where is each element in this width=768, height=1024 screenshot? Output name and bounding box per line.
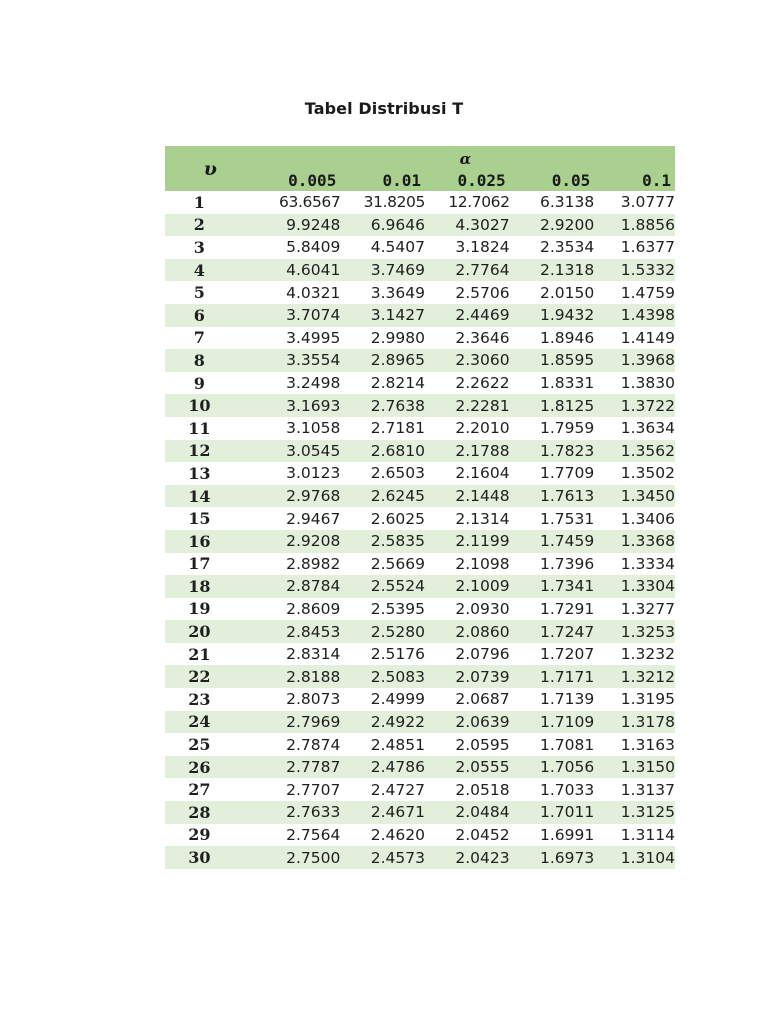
- table-row: [165, 394, 675, 417]
- df-cell: 6: [165, 304, 256, 327]
- df-cell: 22: [165, 665, 256, 688]
- critical-value-cell: 2.0555: [425, 756, 510, 779]
- df-cell: 1: [193, 192, 205, 212]
- df-cell: 4: [165, 259, 256, 282]
- table-row: [165, 778, 675, 801]
- critical-value-cell: 2.8314: [286, 645, 341, 664]
- critical-value-cell: 2.5706: [455, 283, 510, 302]
- alpha-level-header: 0.05: [510, 168, 595, 191]
- critical-value-cell: 1.9432: [510, 304, 595, 327]
- critical-value-cell: 1.3212: [594, 665, 675, 688]
- critical-value-cell: 2.0860: [425, 620, 510, 643]
- critical-value-cell: 2.4671: [340, 801, 425, 824]
- table-row: [165, 327, 675, 350]
- critical-value-cell: 12.7062: [448, 193, 510, 212]
- critical-value-cell: 2.7969: [256, 711, 341, 734]
- critical-value-cell: 1.3253: [594, 620, 675, 643]
- critical-value-cell: 2.9467: [286, 509, 341, 528]
- critical-value-cell: 2.9208: [256, 530, 341, 553]
- page-title: Tabel Distribusi T: [304, 99, 464, 118]
- critical-value-cell: 2.9980: [370, 328, 425, 347]
- df-cell: 5: [193, 283, 205, 303]
- critical-value-cell: 3.0545: [256, 440, 341, 463]
- alpha-level-header: 0.01: [340, 168, 425, 191]
- table-row: [165, 711, 675, 734]
- df-cell: 30: [165, 846, 256, 869]
- critical-value-cell: 2.4573: [340, 846, 425, 869]
- critical-value-cell: 4.0321: [286, 283, 341, 302]
- critical-value-cell: 3.0777: [620, 193, 675, 212]
- critical-value-cell: 3.1693: [256, 394, 341, 417]
- df-cell: 17: [188, 554, 211, 574]
- critical-value-cell: 3.1058: [286, 419, 341, 438]
- critical-value-cell: 2.5280: [340, 620, 425, 643]
- critical-value-cell: 1.3450: [594, 485, 675, 508]
- critical-value-cell: 1.6973: [510, 846, 595, 869]
- critical-value-cell: 1.3114: [620, 825, 675, 844]
- table-row: [165, 214, 675, 237]
- critical-value-cell: 1.8856: [594, 214, 675, 237]
- critical-value-cell: 2.8609: [286, 599, 341, 618]
- critical-value-cell: 1.3163: [620, 735, 675, 754]
- table-row: [165, 733, 675, 756]
- critical-value-cell: 1.8946: [540, 328, 595, 347]
- critical-value-cell: 1.3104: [594, 846, 675, 869]
- critical-value-cell: 1.3368: [594, 530, 675, 553]
- table-row: [165, 485, 675, 508]
- critical-value-cell: 1.3232: [620, 645, 675, 664]
- critical-value-cell: 1.3277: [620, 599, 675, 618]
- critical-value-cell: 2.0739: [425, 665, 510, 688]
- critical-value-cell: 2.5395: [370, 599, 425, 618]
- critical-value-cell: 2.1009: [425, 575, 510, 598]
- critical-value-cell: 2.2010: [455, 419, 510, 438]
- critical-value-cell: 3.3649: [370, 283, 425, 302]
- critical-value-cell: 2.7874: [286, 735, 341, 754]
- critical-value-cell: 3.1427: [340, 304, 425, 327]
- critical-value-cell: 3.3554: [256, 349, 341, 372]
- critical-value-cell: 2.0930: [455, 599, 510, 618]
- table-row: [165, 372, 675, 395]
- critical-value-cell: 1.3634: [620, 419, 675, 438]
- critical-value-cell: 1.7396: [540, 554, 595, 573]
- critical-value-cell: 1.3137: [620, 780, 675, 799]
- table-row: [165, 530, 675, 553]
- table-row: [165, 462, 675, 485]
- critical-value-cell: 2.4922: [340, 711, 425, 734]
- critical-value-cell: 6.3138: [540, 193, 595, 212]
- critical-value-cell: 2.7707: [286, 780, 341, 799]
- critical-value-cell: 1.7291: [540, 599, 595, 618]
- critical-value-cell: 2.3060: [425, 349, 510, 372]
- table-row: [165, 824, 675, 847]
- critical-value-cell: 2.4786: [340, 756, 425, 779]
- df-cell: 20: [165, 620, 256, 643]
- critical-value-cell: 1.7171: [510, 665, 595, 688]
- critical-value-cell: 4.6041: [256, 259, 341, 282]
- critical-value-cell: 2.0595: [455, 735, 510, 754]
- critical-value-cell: 9.9248: [256, 214, 341, 237]
- critical-value-cell: 1.7531: [540, 509, 595, 528]
- critical-value-cell: 1.3406: [620, 509, 675, 528]
- table-row: [165, 598, 675, 621]
- critical-value-cell: 1.7109: [510, 711, 595, 734]
- critical-value-cell: 1.3334: [620, 554, 675, 573]
- critical-value-cell: 2.0452: [455, 825, 510, 844]
- df-cell: 9: [193, 373, 205, 393]
- critical-value-cell: 3.1824: [455, 238, 510, 257]
- alpha-level-header: 0.005: [256, 168, 341, 191]
- critical-value-cell: 3.7469: [340, 259, 425, 282]
- critical-value-cell: 3.4995: [286, 328, 341, 347]
- critical-value-cell: 2.3646: [455, 328, 510, 347]
- critical-value-cell: 1.6991: [540, 825, 595, 844]
- critical-value-cell: 4.5407: [370, 238, 425, 257]
- table-row: [165, 688, 675, 711]
- critical-value-cell: 1.3304: [594, 575, 675, 598]
- critical-value-cell: 2.1314: [455, 509, 510, 528]
- critical-value-cell: 2.8188: [256, 665, 341, 688]
- critical-value-cell: 2.1448: [425, 485, 510, 508]
- critical-value-cell: 2.1604: [455, 464, 510, 483]
- critical-value-cell: 2.0484: [425, 801, 510, 824]
- critical-value-cell: 2.5835: [340, 530, 425, 553]
- critical-value-cell: 1.7709: [540, 464, 595, 483]
- table-row: [165, 553, 675, 576]
- critical-value-cell: 2.9200: [510, 214, 595, 237]
- df-cell: 29: [188, 825, 211, 845]
- df-cell: 8: [165, 349, 256, 372]
- df-cell: 25: [188, 735, 211, 755]
- df-cell: 7: [193, 328, 205, 348]
- critical-value-cell: 2.4727: [370, 780, 425, 799]
- critical-value-cell: 1.4759: [620, 283, 675, 302]
- df-cell: 12: [165, 440, 256, 463]
- critical-value-cell: 1.4149: [620, 328, 675, 347]
- critical-value-cell: 4.3027: [425, 214, 510, 237]
- critical-value-cell: 2.0423: [425, 846, 510, 869]
- table-row: [165, 575, 675, 598]
- df-cell: 18: [165, 575, 256, 598]
- critical-value-cell: 1.4398: [594, 304, 675, 327]
- critical-value-cell: 2.7633: [256, 801, 341, 824]
- alpha-level-header: 0.1: [594, 168, 675, 191]
- critical-value-cell: 1.7823: [510, 440, 595, 463]
- critical-value-cell: 1.7081: [540, 735, 595, 754]
- critical-value-cell: 2.7787: [256, 756, 341, 779]
- table-header: [165, 146, 675, 191]
- critical-value-cell: 1.8331: [540, 374, 595, 393]
- df-cell: 10: [165, 394, 256, 417]
- critical-value-cell: 2.0518: [455, 780, 510, 799]
- critical-value-cell: 1.7139: [540, 690, 595, 709]
- table-row: [165, 191, 675, 214]
- critical-value-cell: 2.7181: [370, 419, 425, 438]
- degrees-of-freedom-header: υ: [165, 146, 256, 191]
- critical-value-cell: 2.7500: [256, 846, 341, 869]
- critical-value-cell: 63.6567: [279, 193, 341, 212]
- df-cell: 2: [165, 214, 256, 237]
- df-cell: 19: [188, 599, 211, 619]
- df-cell: 3: [193, 237, 205, 257]
- critical-value-cell: 2.5083: [340, 665, 425, 688]
- critical-value-cell: 2.1098: [455, 554, 510, 573]
- critical-value-cell: 1.3150: [594, 756, 675, 779]
- critical-value-cell: 2.2281: [425, 394, 510, 417]
- critical-value-cell: 1.3562: [594, 440, 675, 463]
- critical-value-cell: 1.3125: [594, 801, 675, 824]
- table-row: [165, 304, 675, 327]
- df-cell: 24: [165, 711, 256, 734]
- table-row: [165, 756, 675, 779]
- table-row: [165, 801, 675, 824]
- table-row: [165, 349, 675, 372]
- critical-value-cell: 5.8409: [286, 238, 341, 257]
- df-cell: 21: [188, 644, 211, 664]
- df-cell: 27: [188, 780, 211, 800]
- critical-value-cell: 2.0639: [425, 711, 510, 734]
- df-cell: 11: [188, 418, 211, 438]
- table-row: [165, 846, 675, 869]
- critical-value-cell: 2.6245: [340, 485, 425, 508]
- df-cell: 26: [165, 756, 256, 779]
- critical-value-cell: 2.8073: [286, 690, 341, 709]
- df-cell: 28: [165, 801, 256, 824]
- critical-value-cell: 6.9646: [340, 214, 425, 237]
- table-row: [165, 665, 675, 688]
- critical-value-cell: 2.0796: [455, 645, 510, 664]
- critical-value-cell: 2.8453: [256, 620, 341, 643]
- critical-value-cell: 1.7207: [540, 645, 595, 664]
- t-distribution-table: [165, 146, 675, 869]
- critical-value-cell: 2.8965: [340, 349, 425, 372]
- critical-value-cell: 2.5669: [370, 554, 425, 573]
- df-cell: 14: [165, 485, 256, 508]
- table-row: [165, 417, 675, 440]
- table-row: [165, 259, 675, 282]
- critical-value-cell: 1.7341: [510, 575, 595, 598]
- critical-value-cell: 1.8595: [510, 349, 595, 372]
- critical-value-cell: 1.8125: [510, 394, 595, 417]
- critical-value-cell: 2.3534: [540, 238, 595, 257]
- critical-value-cell: 2.1199: [425, 530, 510, 553]
- critical-value-cell: 2.4469: [425, 304, 510, 327]
- table-row: [165, 281, 675, 304]
- critical-value-cell: 2.7764: [425, 259, 510, 282]
- df-cell: 13: [188, 463, 211, 483]
- critical-value-cell: 1.7056: [510, 756, 595, 779]
- df-cell: 16: [165, 530, 256, 553]
- critical-value-cell: 1.7959: [540, 419, 595, 438]
- critical-value-cell: 2.1788: [425, 440, 510, 463]
- critical-value-cell: 2.6503: [370, 464, 425, 483]
- critical-value-cell: 1.6377: [620, 238, 675, 257]
- critical-value-cell: 1.7613: [510, 485, 595, 508]
- alpha-level-header: 0.025: [425, 168, 510, 191]
- critical-value-cell: 3.7074: [256, 304, 341, 327]
- table-row: [165, 620, 675, 643]
- critical-value-cell: 2.7638: [340, 394, 425, 417]
- critical-value-cell: 1.7459: [510, 530, 595, 553]
- critical-value-cell: 2.8784: [256, 575, 341, 598]
- critical-value-cell: 2.4851: [370, 735, 425, 754]
- table-row: [165, 236, 675, 259]
- critical-value-cell: 1.3178: [594, 711, 675, 734]
- critical-value-cell: 1.7033: [540, 780, 595, 799]
- alpha-header: α: [256, 146, 675, 168]
- critical-value-cell: 1.3722: [594, 394, 675, 417]
- critical-value-cell: 2.8982: [286, 554, 341, 573]
- critical-value-cell: 2.1318: [510, 259, 595, 282]
- critical-value-cell: 2.6025: [370, 509, 425, 528]
- critical-value-cell: 2.9768: [256, 485, 341, 508]
- critical-value-cell: 2.2622: [455, 374, 510, 393]
- critical-value-cell: 1.5332: [594, 259, 675, 282]
- table-row: [165, 507, 675, 530]
- critical-value-cell: 2.5176: [370, 645, 425, 664]
- df-cell: 15: [188, 509, 211, 529]
- table-row: [165, 440, 675, 463]
- critical-value-cell: 2.4620: [370, 825, 425, 844]
- critical-value-cell: 2.5524: [340, 575, 425, 598]
- critical-value-cell: 2.6810: [340, 440, 425, 463]
- critical-value-cell: 31.8205: [363, 193, 425, 212]
- critical-value-cell: 1.3502: [620, 464, 675, 483]
- critical-value-cell: 2.4999: [370, 690, 425, 709]
- critical-value-cell: 1.7011: [510, 801, 595, 824]
- table-body: [165, 191, 675, 869]
- critical-value-cell: 3.2498: [286, 374, 341, 393]
- critical-value-cell: 2.8214: [370, 374, 425, 393]
- critical-value-cell: 1.3195: [620, 690, 675, 709]
- critical-value-cell: 2.7564: [286, 825, 341, 844]
- critical-value-cell: 3.0123: [286, 464, 341, 483]
- table-row: [165, 643, 675, 666]
- critical-value-cell: 1.3968: [594, 349, 675, 372]
- critical-value-cell: 2.0150: [540, 283, 595, 302]
- critical-value-cell: 1.3830: [620, 374, 675, 393]
- critical-value-cell: 2.0687: [455, 690, 510, 709]
- df-cell: 23: [188, 689, 211, 709]
- critical-value-cell: 1.7247: [510, 620, 595, 643]
